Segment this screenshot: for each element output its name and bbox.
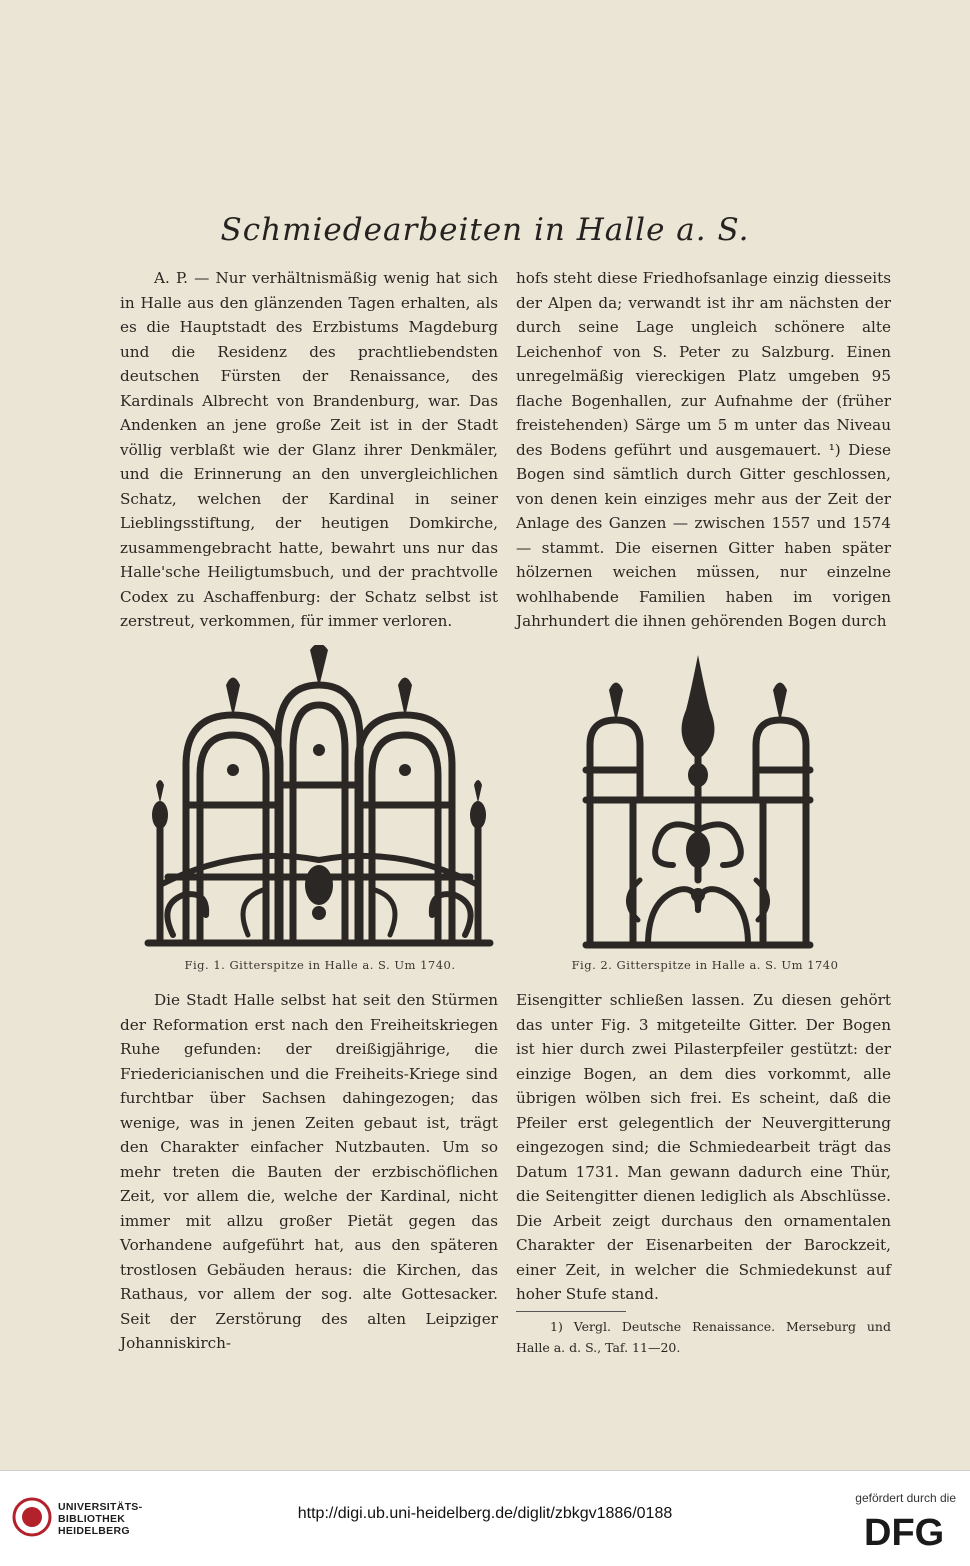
- text-column-left-top: [120, 266, 498, 634]
- text-column-left-bottom: [120, 988, 498, 1356]
- funding-label: gefördert durch die: [855, 1491, 956, 1505]
- paragraph: Eisengitter schließen lassen. Zu diesen gehört das unter Fig. 3 mitgeteilte Gitter. Der Bogen ist hier durch zwei Pilasterpfeiler gestützt: der einzige Bogen, an dem dies vorkommt, alle übrigen wölben sich frei. Es scheint, daß die Pfeiler erst gelegentlich der Neuvergitterung eingezogen sind; die Schmiedearbeit trägt das Datum 1731. Man gewann dadurch eine Thür, die Seitengitter dienen lediglich als Abschlüsse. Die Arbeit zeigt durchaus den ornamentalen Charakter der Eisenarbeiten der Barockzeit, einer Zeit, in welcher die Schmiedekunst auf hoher Stufe stand.: [516, 991, 891, 1303]
- figure-2-ironwork: [578, 650, 818, 950]
- paragraph: Die Stadt Halle selbst hat seit den Stürmen der Reformation erst nach den Freiheitskriegen Ruhe gefunden: der dreißigjährige, die Friedericianischen und die Freiheits-Kriege sind furchtbar über Sachsen dahingezogen; das wenige, was in jenen Zeiten gebaut ist, trägt den Charakter einfacher Nutzbauten. Um so mehr treten die Bauten der erzbischöflichen Zeit, vor allem die, welche der Kardinal, nicht immer mit allzu großer Pietät gegen das Vorhandene aufgeführt hat, aus den späteren trostlosen Gebäuden heraus: die Kirchen, das Rathaus, vor allem der sog. alte Gottesacker. Seit der Zerstörung des alten Leipziger Johanniskirch-: [120, 991, 498, 1352]
- paragraph: A. P. — Nur verhältnismäßig wenig hat sich in Halle aus den glänzenden Tagen erhalten, als es die Hauptstadt des Erzbistums Magdeburg und die Residenz des prachtliebendsten deutschen Fürsten der Renaissance, des Kardinals Albrecht von Brandenburg, war. Das Andenken an jene große Zeit ist in der Stadt völlig verblaßt wie der Glanz ihrer Denkmäler, und die Erinnerung an den unvergleichlichen Schatz, welchen der Kardinal in seiner Lieblingsstiftung, der heutigen Domkirche, zusammengebracht hatte, bewahrt uns nur das Halle'sche Heiligtumsbuch, und der prachtvolle Codex zu Aschaffenburg: der Schatz selbst ist zerstreut, verkommen, für immer verloren.: [120, 269, 498, 630]
- article-title: Schmiedearbeiten in Halle a. S.: [220, 212, 750, 248]
- figure-1-caption: Fig. 1. Gitterspitze in Halle a. S. Um 1740.: [184, 958, 456, 972]
- source-url-link[interactable]: http://digi.ub.uni-heidelberg.de/diglit/zbkgv1886/0188: [297, 1505, 673, 1522]
- footnote-rule: [516, 1311, 626, 1312]
- digitization-footer: [0, 1470, 970, 1566]
- text-column-right-top: [516, 266, 891, 634]
- paragraph: hofs steht diese Friedhofsanlage einzig diesseits der Alpen da; verwandt ist ihr am nächsten der durch seine Lage ungleich schönere alte Leichenhof von S. Peter zu Salzburg. Einen unregelmäßig viereckigen Platz umgeben 95 flache Bogenhallen, zur Aufnahme der (früher freistehenden) Särge um 5 m unter das Niveau des Bodens geführt und ausgemauert. ¹) Diese Bogen sind sämtlich durch Gitter geschlossen, von denen kein einziges mehr aus der Zeit der Anlage des Ganzen — zwischen 1557 und 1574 — stammt. Die eisernen Gitter haben später hölzernen weichen müssen, nur einzelne wohlhabende Familien haben im vorigen Jahrhundert die ihnen gehörenden Bogen durch: [516, 269, 891, 630]
- figure-2-caption: Fig. 2. Gitterspitze in Halle a. S. Um 1740: [571, 958, 839, 972]
- figure-1-ironwork: [138, 645, 500, 950]
- dfg-logo: [864, 1511, 956, 1551]
- library-name: UNIVERSITÄTS- BIBLIOTHEK HEIDELBERG: [58, 1501, 143, 1537]
- footnote: 1) Vergl. Deutsche Renaissance. Merseburg und Halle a. d. S., Taf. 11—20.: [516, 1318, 891, 1355]
- svg-text:DFG: DFG: [864, 1512, 945, 1551]
- text-column-right-bottom: [516, 988, 891, 1358]
